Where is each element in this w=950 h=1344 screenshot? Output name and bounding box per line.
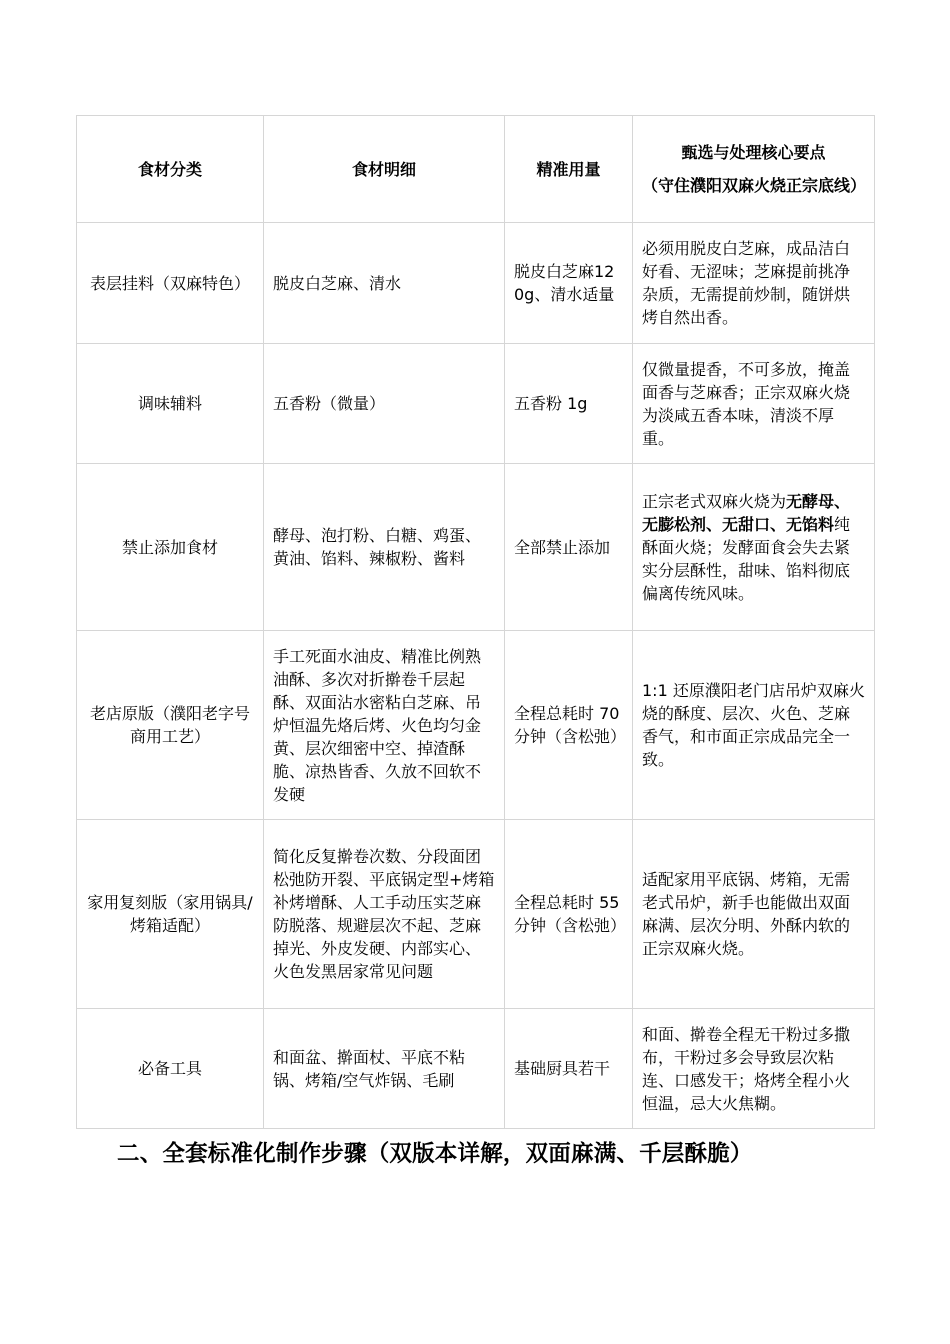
cell-amount: 五香粉 1g xyxy=(505,344,633,464)
cell-category: 调味辅料 xyxy=(77,344,264,464)
cell-details: 简化反复擀卷次数、分段面团松弛防开裂、平底锅定型+烤箱补烤增酥、人工手动压实芝麻防脱落、规避层次不起、芝麻掉光、外皮发硬、内部实心、火色发黑居家常见问题 xyxy=(264,820,505,1009)
cell-category: 表层挂料（双麻特色） xyxy=(77,223,264,344)
section-heading: 二、全套标准化制作步骤（双版本详解，双面麻满、千层酥脆） xyxy=(117,1141,753,1167)
cell-details: 和面盆、擀面杖、平底不粘锅、烤箱/空气炸锅、毛刷 xyxy=(264,1009,505,1129)
cell-key-points: 适配家用平底锅、烤箱，无需老式吊炉，新手也能做出双面麻满、层次分明、外酥内软的正宗双麻火烧。 xyxy=(633,820,875,1009)
cell-amount: 全程总耗时 70 分钟（含松弛） xyxy=(505,631,633,820)
table-row xyxy=(77,631,875,820)
table-row xyxy=(77,1009,875,1129)
cell-key-points: 必须用脱皮白芝麻，成品洁白好看、无涩味；芝麻提前挑净杂质，无需提前炒制，随饼烘烤自然出香。 xyxy=(633,223,875,344)
header-key-points-main: 甄选与处理核心要点 xyxy=(681,143,826,162)
header-key-points xyxy=(633,116,875,223)
table-row xyxy=(77,820,875,1009)
header-key-points-sub: （守住濮阳双麻火烧正宗底线） xyxy=(642,176,867,195)
cell-details: 五香粉（微量） xyxy=(264,344,505,464)
cell-details: 脱皮白芝麻、清水 xyxy=(264,223,505,344)
cell-key-points: 和面、擀卷全程无干粉过多撒布，干粉过多会导致层次粘连、口感发干；烙烤全程小火恒温，忌大火焦糊。 xyxy=(633,1009,875,1129)
cell-category: 家用复刻版（家用锅具/烤箱适配） xyxy=(77,820,264,1009)
cell-category: 必备工具 xyxy=(77,1009,264,1129)
cell-details: 手工死面水油皮、精准比例熟油酥、多次对折擀卷千层起酥、双面沾水密粘白芝麻、吊炉恒温先烙后烤、火色均匀金黄、层次细密中空、掉渣酥脆、凉热皆香、久放不回软不发硬 xyxy=(264,631,505,820)
header-category: 食材分类 xyxy=(77,116,264,223)
cell-amount: 脱皮白芝麻120g、清水适量 xyxy=(505,223,633,344)
table-row xyxy=(77,344,875,464)
key-points-text-post: 纯酥面火烧；发酵面食会失去紧实分层酥性，甜味、馅料彻底偏离传统风味。 xyxy=(642,514,851,603)
cell-amount: 全程总耗时 55 分钟（含松弛） xyxy=(505,820,633,1009)
key-points-text-pre: 正宗老式双麻火烧为 xyxy=(642,491,787,511)
cell-category: 禁止添加食材 xyxy=(77,464,264,631)
table-row xyxy=(77,464,875,631)
cell-key-points: 仅微量提香，不可多放，掩盖面香与芝麻香；正宗双麻火烧为淡咸五香本味，清淡不厚重。 xyxy=(633,344,875,464)
cell-amount: 基础厨具若干 xyxy=(505,1009,633,1129)
ingredients-table xyxy=(76,115,875,1129)
cell-category: 老店原版（濮阳老字号商用工艺） xyxy=(77,631,264,820)
header-amount: 精准用量 xyxy=(505,116,633,223)
header-details: 食材明细 xyxy=(264,116,505,223)
cell-details: 酵母、泡打粉、白糖、鸡蛋、黄油、馅料、辣椒粉、酱料 xyxy=(264,464,505,631)
cell-amount: 全部禁止添加 xyxy=(505,464,633,631)
cell-key-points: 1:1 还原濮阳老门店吊炉双麻火烧的酥度、层次、火色、芝麻香气，和市面正宗成品完全一致。 xyxy=(633,631,875,820)
key-points-bold-text: 无酵母、无膨松剂、无甜口、无馅料 xyxy=(642,491,851,534)
table-row xyxy=(77,223,875,344)
table-header-row xyxy=(77,116,875,223)
cell-key-points xyxy=(633,464,875,631)
